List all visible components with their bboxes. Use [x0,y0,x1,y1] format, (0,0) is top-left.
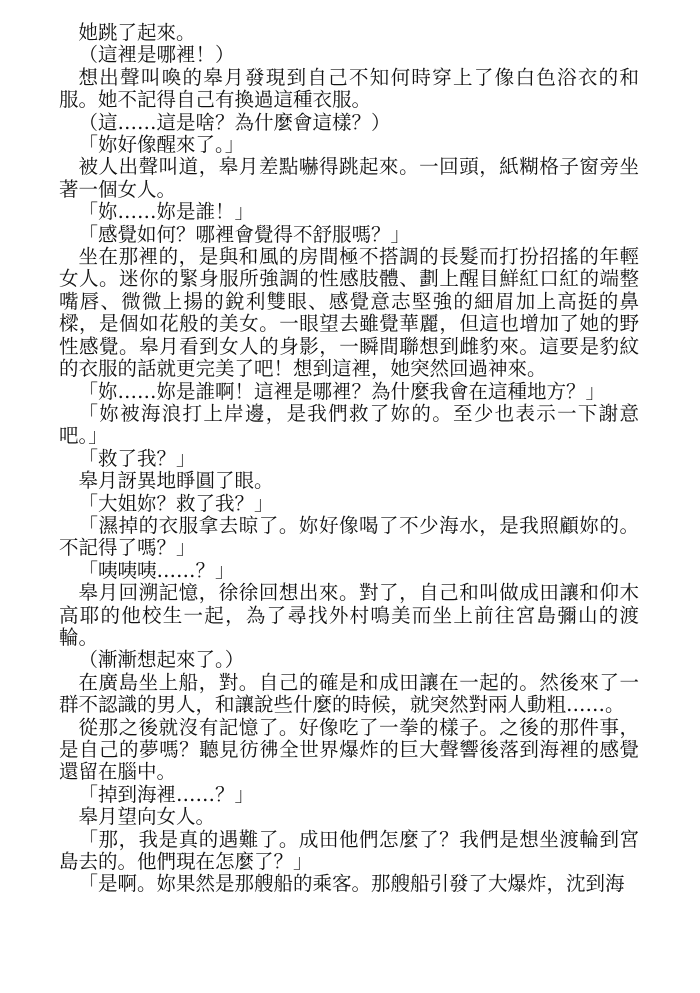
paragraph: 皋月回溯記憶，徐徐回想出來。對了，自己和叫做成田讓和仰木高耶的他校生一起，為了尋找外村鳴美而坐上前往宮島彌山的渡輪。 [59,581,639,649]
paragraph: 「濕掉的衣服拿去晾了。妳好像喝了不少海水，是我照顧妳的。不記得了嗎？」 [59,513,639,560]
paragraph: 「是啊。妳果然是那艘船的乘客。那艘船引發了大爆炸，沈到海 [78,872,625,896]
paragraph: 皋月訝異地睜圓了眼。 [78,469,274,493]
paragraph: 從那之後就沒有記憶了。好像吃了一拳的樣子。之後的那件事，是自己的夢嗎？聽見彷彿全世界爆炸的巨大聲響後落到海裡的感覺還留在腦中。 [59,715,639,784]
paragraph: （這……這是啥？為什麼會這樣？） [78,110,391,134]
paragraph: 皋月望向女人。 [78,805,216,829]
novel-page [59,22,639,982]
paragraph: 「妳好像醒來了。」 [78,133,245,157]
paragraph: 「掉到海裡……？」 [78,782,255,806]
paragraph: 「妳……妳是誰！」 [78,200,255,224]
paragraph: 她跳了起來。 [78,21,196,44]
paragraph: 想出聲叫喚的皋月發現到自己不知何時穿上了像白色浴衣的和服。她不記得自己有換過這種衣服。 [59,65,639,112]
paragraph: 「咦咦咦……？」 [78,558,235,582]
paragraph: 「妳被海浪打上岸邊，是我們救了妳的。至少也表示一下謝意吧。」 [59,401,639,448]
paragraph: 「救了我？」 [78,446,196,470]
paragraph: 在廣島坐上船，對。自己的確是和成田讓在一起的。然後來了一群不認識的男人，和讓說些什麼的時候，就突然對兩人動粗……。 [59,670,639,717]
paragraph: 坐在那裡的，是與和風的房間極不搭調的長髮而打扮招搖的年輕女人。迷你的緊身服所強調的性感肢體、劃上醒目鮮紅口紅的端整嘴唇、微微上揚的銳利雙眼、感覺意志堅強的細眉加上高挺的鼻樑，是個如花般的美女。一眼望去雖覺華麗，但這也增加了她的野性感覺。皋月看到女人的身影，一瞬間聯想到雌豹來。這要是豹紋的衣服的話就更完美了吧！想到這裡，她突然回過神來。 [59,245,639,381]
paragraph: 「妳……妳是誰啊！這裡是哪裡？為什麼我會在這種地方？」 [78,379,606,403]
paragraph: 「感覺如何？哪裡會覺得不舒服嗎？」 [78,222,411,246]
paragraph: 被人出聲叫道，皋月差點嚇得跳起來。一回頭，紙糊格子窗旁坐著一個女人。 [59,155,639,201]
paragraph: 「大姐妳？救了我？」 [78,491,274,515]
paragraph: 「那，我是真的遇難了。成田他們怎麼了？我們是想坐渡輪到宮島去的。他們現在怎麼了？」 [59,827,639,874]
paragraph: （這裡是哪裡！） [78,43,235,67]
paragraph: （漸漸想起來了。） [78,648,245,672]
